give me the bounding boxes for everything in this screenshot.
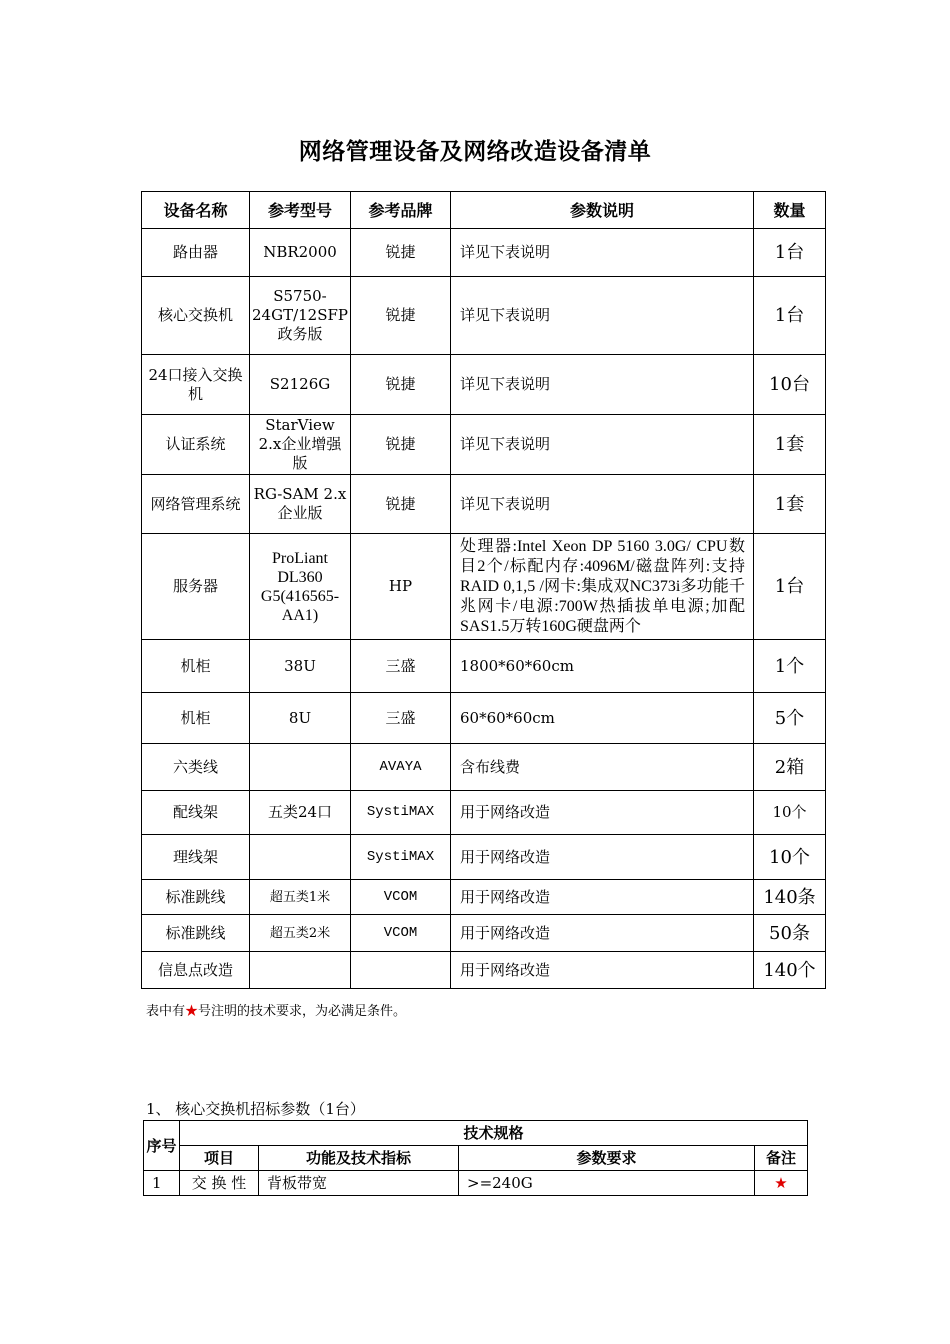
cell-description: 1800*60*60cm [451, 640, 754, 693]
cell-description: 详见下表说明 [451, 355, 754, 415]
header-function: 功能及技术指标 [259, 1146, 459, 1171]
cell-quantity: 1台 [754, 534, 826, 640]
cell-quantity: 1套 [754, 415, 826, 475]
cell-description: 详见下表说明 [451, 475, 754, 534]
cell-brand: 锐捷 [351, 475, 451, 534]
table-row [142, 835, 826, 880]
cell-item: 交 换 性 [180, 1171, 259, 1196]
header-device-name: 设备名称 [142, 192, 250, 229]
cell-device: 24口接入交换机 [142, 355, 250, 415]
cell-model: ProLiant DL360 G5(416565-AA1) [250, 534, 351, 640]
cell-quantity: 10个 [754, 791, 826, 835]
note-text-after: 号注明的技术要求，为必满足条件。 [198, 1004, 407, 1019]
table-row [142, 229, 826, 277]
cell-model: 五类24口 [250, 791, 351, 835]
star-icon: ★ [185, 1004, 199, 1019]
page-title: 网络管理设备及网络改造设备清单 [298, 139, 652, 165]
cell-device: 机柜 [142, 640, 250, 693]
cell-model: S2126G [250, 355, 351, 415]
cell-model: 超五类1米 [250, 880, 351, 915]
cell-description: 含布线费 [451, 744, 754, 791]
header-remark: 备注 [755, 1146, 808, 1171]
table-row [142, 880, 826, 915]
cell-model [250, 952, 351, 989]
cell-quantity: 2箱 [754, 744, 826, 791]
spec-subheader-row [144, 1146, 808, 1171]
cell-quantity: 50条 [754, 915, 826, 952]
cell-device: 六类线 [142, 744, 250, 791]
star-icon: ★ [755, 1171, 808, 1196]
cell-model: 38U [250, 640, 351, 693]
cell-brand: 锐捷 [351, 415, 451, 475]
cell-device: 信息点改造 [142, 952, 250, 989]
cell-description: 用于网络改造 [451, 835, 754, 880]
cell-quantity: 1台 [754, 277, 826, 355]
cell-requirement: >=240G [459, 1171, 755, 1196]
spec-header-row [144, 1121, 808, 1146]
header-item: 项目 [180, 1146, 259, 1171]
table-row [142, 534, 826, 640]
cell-brand: 锐捷 [351, 355, 451, 415]
header-quantity: 数量 [754, 192, 826, 229]
header-description: 参数说明 [451, 192, 754, 229]
cell-quantity: 10个 [754, 835, 826, 880]
cell-quantity: 10台 [754, 355, 826, 415]
cell-model: 超五类2米 [250, 915, 351, 952]
cell-brand: AVAYA [351, 744, 451, 791]
cell-model: StarView 2.x企业增强版 [250, 415, 351, 475]
cell-device: 服务器 [142, 534, 250, 640]
cell-description: 用于网络改造 [451, 791, 754, 835]
cell-device: 标准跳线 [142, 915, 250, 952]
cell-brand: 锐捷 [351, 229, 451, 277]
section-heading: 1、 核心交换机招标参数（1台） [146, 1100, 365, 1118]
cell-brand: VCOM [351, 915, 451, 952]
cell-description: 用于网络改造 [451, 952, 754, 989]
cell-device: 认证系统 [142, 415, 250, 475]
cell-description: 详见下表说明 [451, 229, 754, 277]
cell-description: 用于网络改造 [451, 880, 754, 915]
cell-device: 机柜 [142, 693, 250, 744]
cell-description: 详见下表说明 [451, 277, 754, 355]
table-row [142, 693, 826, 744]
table-row [142, 355, 826, 415]
table-row [142, 640, 826, 693]
table-row [142, 791, 826, 835]
table-row [142, 415, 826, 475]
equipment-table [141, 191, 826, 989]
cell-quantity: 140个 [754, 952, 826, 989]
header-requirement: 参数要求 [459, 1146, 755, 1171]
cell-model: 8U [250, 693, 351, 744]
table-row [142, 744, 826, 791]
cell-description: 详见下表说明 [451, 415, 754, 475]
cell-device: 网络管理系统 [142, 475, 250, 534]
cell-brand: SystiMAX [351, 791, 451, 835]
cell-brand: 锐捷 [351, 277, 451, 355]
cell-device: 配线架 [142, 791, 250, 835]
cell-description: 60*60*60cm [451, 693, 754, 744]
header-seq: 序号 [144, 1121, 180, 1171]
cell-brand: SystiMAX [351, 835, 451, 880]
cell-model [250, 744, 351, 791]
cell-device: 路由器 [142, 229, 250, 277]
cell-quantity: 1套 [754, 475, 826, 534]
cell-brand: 三盛 [351, 693, 451, 744]
cell-quantity: 1台 [754, 229, 826, 277]
core-switch-spec-table [143, 1120, 808, 1196]
cell-device: 核心交换机 [142, 277, 250, 355]
cell-seq: 1 [144, 1171, 180, 1196]
table-note [146, 1000, 406, 1019]
cell-function: 背板带宽 [259, 1171, 459, 1196]
cell-device: 理线架 [142, 835, 250, 880]
cell-brand: VCOM [351, 880, 451, 915]
cell-model: RG-SAM 2.x企业版 [250, 475, 351, 534]
cell-model: S5750-24GT/12SFP政务版 [250, 277, 351, 355]
cell-brand: HP [351, 534, 451, 640]
header-brand: 参考品牌 [351, 192, 451, 229]
cell-quantity: 140条 [754, 880, 826, 915]
cell-description: 用于网络改造 [451, 915, 754, 952]
header-model: 参考型号 [250, 192, 351, 229]
cell-model: NBR2000 [250, 229, 351, 277]
cell-quantity: 5个 [754, 693, 826, 744]
cell-device: 标准跳线 [142, 880, 250, 915]
table-header-row [142, 192, 826, 229]
note-text-before: 表中有 [146, 1004, 186, 1019]
header-tech-spec: 技术规格 [180, 1121, 808, 1146]
cell-brand [351, 952, 451, 989]
cell-quantity: 1个 [754, 640, 826, 693]
cell-description: 处理器:Intel Xeon DP 5160 3.0G/ CPU数目2个/标配内存:4096M/磁盘阵列:支持RAID 0,1,5 /网卡:集成双NC373i多功能千兆网卡/电源:700W热插拔单电源;加配SAS1.5万转160G硬盘两个 [451, 534, 754, 640]
table-row [142, 475, 826, 534]
table-row [144, 1171, 808, 1196]
table-row [142, 952, 826, 989]
table-row [142, 915, 826, 952]
cell-brand: 三盛 [351, 640, 451, 693]
cell-model [250, 835, 351, 880]
table-row [142, 277, 826, 355]
